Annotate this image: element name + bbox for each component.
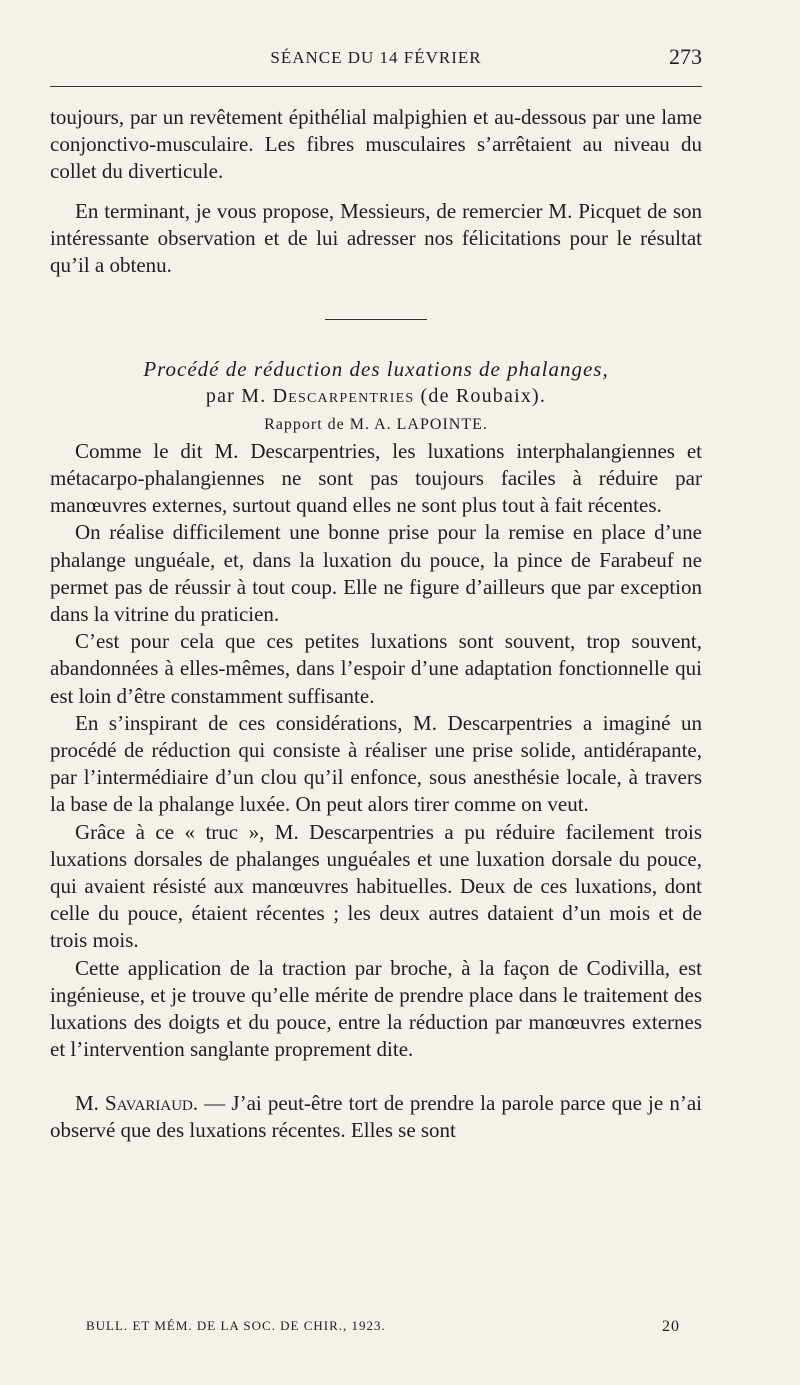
paragraph: C’est pour cela que ces petites luxations sont souvent, trop souvent, abandonnées à elles-mêmes, dans l’espoir d’une adaptation fonctionnelle qui est loin d’être constamment suffisante. [50,629,702,708]
footer-source: BULL. ET MÉM. DE LA SOC. DE CHIR., 1923. [86,1318,386,1333]
running-title: SÉANCE DU 14 FÉVRIER [270,48,482,67]
section-divider [325,319,427,320]
page-body [50,104,702,1144]
paragraph: Comme le dit M. Descarpentries, les luxations interphalangiennes et métacarpo-phalangiennes ne sont pas toujours faciles à réduire par manœuvres externes, surtout quand elles ne sont plus tout à fait récentes. [50,438,702,518]
report-line: Rapport de M. A. LAPOINTE. [264,415,488,433]
article-byline [50,383,702,410]
paragraph-continuation: toujours, par un revêtement épithélial malpighien et au-dessous par une lame conjonctivo-musculaire. Les fibres musculaires s’arrêtaient au niveau du collet du diverticule. [50,105,702,184]
byline-suffix: (de Roubaix). [420,385,547,408]
page-number: 273 [669,44,702,69]
paragraph: En s’inspirant de ces considérations, M. Descarpentries a imaginé un procédé de réduction qui consiste à réaliser une prise solide, antidérapante, par l’intermédiaire d’un clou qu’il enfonce, sous anesthésie locale, à travers la base de la phalange luxée. On peut alors tirer comme on veut. [50,710,702,817]
discussion-speaker: M. Savariaud. [75,1090,199,1115]
discussion-paragraph [50,1090,702,1144]
paragraph: On réalise difficilement une bonne prise pour la remise en place d’une phalange unguéale, et, dans la luxation du pouce, la pince de Farabeuf ne permet pas de réussir à tout coup. Elle ne figure d’ailleurs que par exception dans la vitrine du praticien. [50,520,702,627]
running-header [50,44,702,74]
footer-signature: 20 [662,1318,680,1335]
byline-author: Descarpentries [272,385,415,408]
paragraph: Cette application de la traction par broche, à la façon de Codivilla, est ingénieuse, et je trouve qu’elle mérite de prendre place dans le traitement des luxations des doigts et du pouce, entre la réduction par manœuvres externes et l’intervention sanglante proprement dite. [50,955,702,1062]
discussion-text: — J’ai peut-être tort de prendre la parole parce que je n’ai observé que des luxations récentes. Elles se sont [50,1090,703,1142]
header-rule [50,86,702,87]
paragraph: Grâce à ce « truc », M. Descarpentries a pu réduire facilement trois luxations dorsales de phalanges unguéales et une luxation dorsale du pouce, qui avaient résisté aux manœuvres habituelles. Deux de ces luxations, dont celle du pouce, étaient récentes ; les deux autres dataient d’un mois et de trois mois. [50,819,702,953]
byline-prefix: par M. [205,385,267,408]
paragraph-closing-remarks: En terminant, je vous propose, Messieurs, de remercier M. Picquet de son intéressante observation et de lui adresser nos félicitations pour le résultat qu’il a obtenu. [50,198,702,278]
article-title: Procédé de réduction des luxations de phalanges, [143,357,609,382]
